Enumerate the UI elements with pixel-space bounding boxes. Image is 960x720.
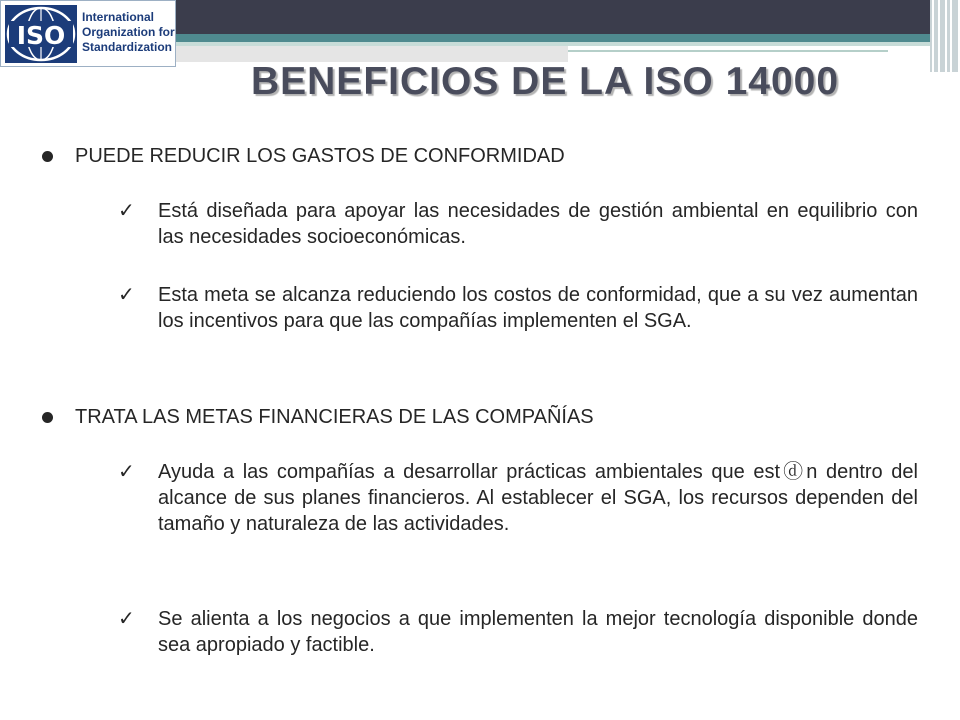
checkmark-icon: ✓ [118, 284, 135, 306]
iso-logo-text [82, 10, 175, 55]
bullet-heading-1 [42, 144, 922, 169]
check-item-text: Esta meta se alcanza reduciendo los costos de conformidad, que a su vez aumentan los incentivos para que las compañías implementen el SGA. [158, 284, 918, 332]
checkmark-icon: ✓ [118, 461, 135, 483]
logo-line: Standardization [82, 40, 173, 54]
bullet-dot-icon [42, 412, 53, 423]
iso-logo-mark: ISO [16, 21, 66, 50]
bullet-dot-icon [42, 151, 53, 162]
iso-globe-logo-icon [5, 5, 77, 63]
logo-line: International [82, 10, 155, 24]
check-item-text: Se alienta a los negocios a que implementen la mejor tecnología disponible donde sea apropiado y factible. [158, 608, 918, 656]
check-item-3 [118, 459, 918, 537]
checkmark-icon: ✓ [118, 608, 135, 630]
logo-line: Organization for [82, 25, 175, 39]
bullet-heading-text: TRATA LAS METAS FINANCIERAS DE LAS COMPAÑÍAS [75, 406, 594, 428]
checkmark-icon: ✓ [118, 200, 135, 222]
check-item-text: Está diseñada para apoyar las necesidades de gestión ambiental en equilibrio con las necesidades socioeconómicas. [158, 200, 918, 248]
header-bar-teal [176, 34, 930, 42]
header-accent-line [568, 50, 888, 52]
iso-logo [0, 0, 176, 67]
slide-title: BENEFICIOS DE LA ISO 14000 [250, 60, 840, 103]
check-item-4 [118, 606, 918, 658]
check-item-1 [118, 198, 918, 250]
header-bar-dark [176, 0, 930, 34]
bullet-heading-text: PUEDE REDUCIR LOS GASTOS DE CONFORMIDAD [75, 145, 565, 167]
check-item-2 [118, 282, 918, 334]
check-item-text: Ayuda a las compañías a desarrollar prácticas ambientales que estⓓn dentro del alcance de sus planes financieros. Al establecer el SGA, los recursos dependen del tamaño y naturaleza de las actividades. [158, 461, 918, 535]
bullet-heading-2 [42, 405, 922, 430]
